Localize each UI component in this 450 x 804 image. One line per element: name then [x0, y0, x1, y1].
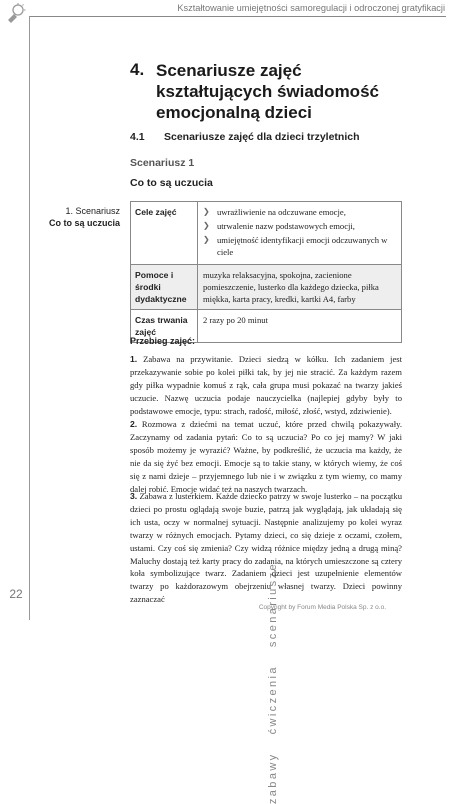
chevron-right-icon: ❯ [203, 235, 210, 244]
footer-copyright: Copyright by Forum Media Polska Sp. z o.o. [258, 604, 386, 611]
paragraph-number: 1. [130, 354, 138, 364]
course-heading: Przebieg zajęć: [130, 336, 196, 346]
lamp-icon [4, 2, 26, 24]
paragraph-text: Zabawa z lusterkiem. Każde dziecko patrzy w swoje lusterko – na początku dzieci po prostu oglądają swoje buzie, patrzą jak wyglądają, jak układają się ich usta, oczy w normalnej sytuacji. Następnie analizujemy po kolei wyraz twarzy w różnych emocjach. Pytamy dzieci, co się dzieje z oczami, czołem, ustami. Czy coś się zmienia? Czy widzą różnice między jedną a drugą miną? Maluchy dostają też karty pracy do zadania, na których umieszczone są cztery koła symbolizujące twarz. Zadaniem dzieci jest uzupełnienie elementów twarzy po każdorazowym obejrzeniu własnej twarzy. Dzieci powinny zaznaczać [130, 491, 402, 605]
goal-item [203, 220, 396, 232]
goal-text: umiejętność identyfikacji emocji odczuwanych w ciele [217, 235, 388, 257]
paragraph-text: Rozmowa z dziećmi na temat uczuć, które przed chwilą pokazywały. Zaczynamy od zadania pytań: Co to są uczucia? Po co jej mamy? W jaki sposób możemy je wyrazić? Ważne, by podkreślić, że uczucia ma każdy, że nie da się żyć bez emocji. Emocje są to takie stany, w których wiemy, że coś się z nami dzieje – przyjemnego lub nie i w związku z tym wiemy, co mamy dalej robić. Emocje widać też na naszych twarzach. [130, 419, 402, 494]
course-paragraph [130, 490, 402, 606]
section-title: Scenariusze zajęć dla dzieci trzyletnich [164, 131, 360, 143]
goals-cell [198, 202, 402, 265]
goal-item [203, 206, 396, 218]
margin-note-line2: Co to są uczucia [48, 218, 120, 228]
header-rule [30, 16, 446, 17]
section-number: 4.1 [130, 131, 145, 143]
running-header: Kształtowanie umiejętności samoregulacji i odroczonej gratyfikacji [177, 3, 445, 13]
materials-row [131, 265, 402, 310]
page-number: 22 [9, 587, 23, 601]
sidebar-rule [29, 16, 30, 620]
goals-label: Cele zajęć [131, 202, 198, 265]
duration-label: Czas trwania zajęć [131, 310, 198, 343]
duration-value: 2 razy po 20 minut [198, 310, 402, 343]
goals-row [131, 202, 402, 265]
scenario-number: Scenariusz 1 [130, 157, 195, 169]
sidebar-word-games: zabawy [266, 752, 279, 804]
margin-note-line1: 1. Scenariusz [65, 206, 120, 216]
course-paragraph [130, 353, 402, 418]
scenario-title: Co to są uczucia [130, 177, 213, 189]
materials-value: muzyka relaksacyjna, spokojna, zacienione pomieszczenie, lusterko dla każdego dziecka, piłka miękka, karta pracy, kredki, kartki A4, farby [198, 265, 402, 310]
scenario-info-table [130, 201, 402, 343]
paragraph-number: 3. [130, 491, 138, 501]
sidebar-word-scenarios: scenariusze [266, 562, 279, 648]
paragraph-text: Zabawa na przywitanie. Dzieci siedzą w kółku. Ich zadaniem jest przekazywanie sobie po kolei piłki tak, by jej nie stracić. Za każdym razem gdy piłka wypadnie komuś z rąk, cała grupa musi pokazać na twarzy jakieś uczucie. Nazwę uczucia podaje nauczycielka (najlepiej gdyby były to podstawowe emocje, typu: strach, radość, miłość, złość, wstyd, zdziwienie). [130, 354, 402, 416]
chapter-title: Scenariusze zajęć kształtujących świadomość emocjonalną dzieci [156, 61, 379, 122]
course-paragraph [130, 418, 402, 495]
margin-note [40, 205, 120, 229]
goal-text: utrwalenie nazw podstawowych emocji, [217, 221, 355, 231]
chapter-number: 4. [130, 60, 145, 79]
goal-item [203, 234, 396, 258]
goal-text: uwrażliwienie na odczuwane emocje, [217, 207, 346, 217]
chevron-right-icon: ❯ [203, 221, 210, 230]
chevron-right-icon: ❯ [203, 207, 210, 216]
materials-label: Pomoce i środki dydaktyczne [131, 265, 198, 310]
sidebar-word-exercises: ćwiczenia [266, 665, 279, 735]
paragraph-number: 2. [130, 419, 138, 429]
